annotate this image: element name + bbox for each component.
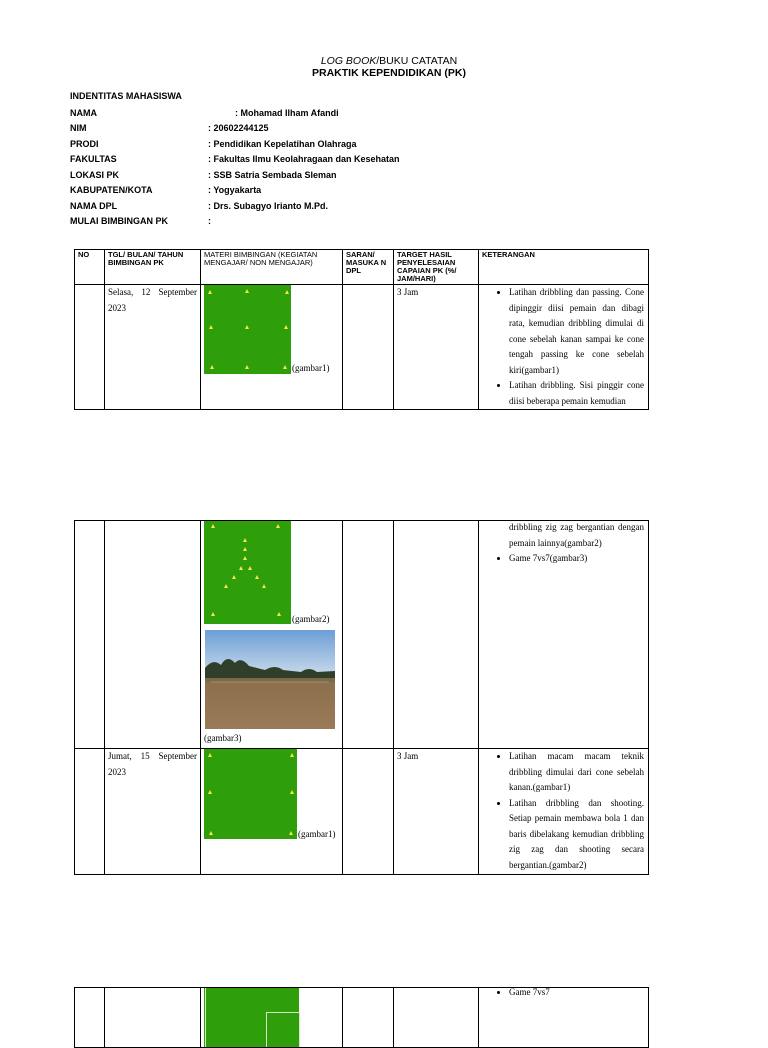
- cell-target: 3 Jam: [394, 749, 479, 875]
- cone-icon: [245, 325, 249, 329]
- cell-target: [394, 988, 479, 1048]
- identity-label-dpl: NAMA DPL: [70, 201, 118, 211]
- cell-keterangan: [479, 988, 649, 1048]
- figure-caption: (gambar1): [298, 829, 336, 839]
- cell-materi: [201, 749, 343, 875]
- cone-icon: [285, 290, 289, 294]
- cone-icon: [283, 365, 287, 369]
- ket-item: • Latihan dribbling. Sisi pinggir cone diisi beberapa pemain kemudian: [509, 378, 644, 409]
- header-keterangan: KETERANGAN: [479, 250, 649, 285]
- figure-caption: (gambar1): [292, 363, 330, 373]
- cone-icon: [289, 831, 293, 835]
- cone-icon: [208, 790, 212, 794]
- cell-no: [75, 285, 105, 410]
- cone-icon: [224, 584, 228, 588]
- identity-label-nim: NIM: [70, 123, 87, 133]
- cell-saran: [343, 285, 394, 410]
- cone-icon: [290, 790, 294, 794]
- cone-icon: [210, 365, 214, 369]
- ket-continuation: dribbling zig zag bergantian dengan pemain lainnya(gambar2): [509, 522, 644, 548]
- identity-value-nim: : 20602244125: [208, 123, 269, 133]
- cone-icon: [284, 325, 288, 329]
- cell-keterangan: [479, 521, 649, 749]
- cell-date: Selasa, 12 September 2023: [105, 285, 201, 410]
- table-row: [75, 988, 649, 1048]
- field-diagram: [204, 521, 291, 624]
- ket-item: • Latihan macam macam teknik dribbling dimulai dari cone sebelah kanan.(gambar1): [509, 749, 644, 796]
- cone-icon: [232, 575, 236, 579]
- cone-icon: [239, 566, 243, 570]
- cell-keterangan: [479, 749, 649, 875]
- cone-icon: [209, 831, 213, 835]
- cone-icon: [262, 584, 266, 588]
- header-target: TARGET HASIL PENYELESAIAN CAPAIAN PK (%/ JAM/HARI): [394, 250, 479, 285]
- identity-value-fakultas: : Fakultas Ilmu Keolahragaan dan Kesehatan: [208, 154, 400, 164]
- header-materi: MATERI BIMBINGAN (KEGIATAN MENGAJAR/ NON MENGAJAR): [201, 250, 343, 285]
- cone-icon: [208, 753, 212, 757]
- identity-value-mulai: :: [208, 216, 211, 226]
- header-no: NO: [75, 250, 105, 285]
- cone-icon: [211, 612, 215, 616]
- title-italic: LOG BOOK: [320, 55, 377, 67]
- document-title: [0, 55, 768, 67]
- cell-saran: [343, 521, 394, 749]
- cell-date: [105, 988, 201, 1048]
- cell-saran: [343, 749, 394, 875]
- log-table-page3: [74, 987, 649, 1048]
- header-saran: SARAN/ MASUKA N DPL: [343, 250, 394, 285]
- cone-icon: [276, 524, 280, 528]
- field-diagram: [204, 749, 297, 839]
- cone-icon: [255, 575, 259, 579]
- cone-icon: [211, 524, 215, 528]
- cell-keterangan: [479, 285, 649, 410]
- log-table-page2: [74, 520, 649, 875]
- figure-caption: (gambar3): [204, 733, 242, 743]
- identity-label-mulai: MULAI BIMBINGAN PK: [70, 216, 168, 226]
- ket-item: • Game 7vs7(gambar3): [509, 551, 644, 567]
- log-table-page1: [74, 249, 649, 410]
- identity-value-nama: : Mohamad Ilham Afandi: [235, 108, 339, 118]
- cone-icon: [209, 325, 213, 329]
- table-row: [75, 285, 649, 410]
- identity-value-prodi: : Pendidikan Kepelatihan Olahraga: [208, 139, 357, 149]
- cell-saran: [343, 988, 394, 1048]
- cell-target: [394, 521, 479, 749]
- cone-icon: [290, 753, 294, 757]
- table-header-row: [75, 250, 649, 285]
- cone-icon: [243, 556, 247, 560]
- field-diagram: [204, 285, 291, 374]
- cone-icon: [245, 289, 249, 293]
- identity-label-fakultas: FAKULTAS: [70, 154, 117, 164]
- cone-icon: [277, 612, 281, 616]
- field-diagram: [204, 988, 299, 1048]
- cell-materi: [201, 988, 343, 1048]
- cell-date: Jumat, 15 September 2023: [105, 749, 201, 875]
- identity-value-dpl: : Drs. Subagyo Irianto M.Pd.: [208, 201, 329, 211]
- ket-item: • Latihan dribbling dan shooting. Setiap pemain membawa bola 1 dan baris dibelakang kemudian dribbling zig zag dan shooting secara bergantian.(gambar2): [509, 796, 644, 874]
- identity-label-lokasi: LOKASI PK: [70, 170, 120, 180]
- cell-no: [75, 988, 105, 1048]
- figure-caption: (gambar2): [292, 614, 330, 624]
- cone-icon: [248, 566, 252, 570]
- identity-label-kabupaten: KABUPATEN/KOTA: [70, 185, 153, 195]
- cell-materi: [201, 521, 343, 749]
- cell-no: [75, 521, 105, 749]
- identity-heading: INDENTITAS MAHASISWA: [70, 91, 182, 101]
- cone-icon: [245, 365, 249, 369]
- cell-materi: [201, 285, 343, 410]
- identity-value-kabupaten: : Yogyakarta: [208, 185, 262, 195]
- cone-icon: [243, 547, 247, 551]
- table-row: [75, 749, 649, 875]
- header-tgl: TGL/ BULAN/ TAHUN BIMBINGAN PK: [105, 250, 201, 285]
- field-photo: [205, 630, 335, 729]
- title-rest: /BUKU CATATAN: [376, 55, 458, 67]
- cell-no: [75, 749, 105, 875]
- ket-item: • Game 7vs7: [509, 988, 644, 1001]
- identity-label-nama: NAMA: [70, 108, 97, 118]
- cell-date: [105, 521, 201, 749]
- document-subtitle: PRAKTIK KEPENDIDIKAN (PK): [311, 67, 466, 79]
- identity-value-lokasi: : SSB Satria Sembada Sleman: [208, 170, 337, 180]
- ket-item: • Latihan dribbling dan passing. Cone dipinggir diisi pemain dan dibagi rata, kemudian dribbling dimulai di cone sebelah kanan sampai ke cone tengah passing ke cone sebelah kiri(gambar1): [509, 285, 644, 378]
- table-row: [75, 521, 649, 749]
- cell-target: 3 Jam: [394, 285, 479, 410]
- identity-label-prodi: PRODI: [70, 139, 99, 149]
- cone-icon: [243, 538, 247, 542]
- cone-icon: [208, 290, 212, 294]
